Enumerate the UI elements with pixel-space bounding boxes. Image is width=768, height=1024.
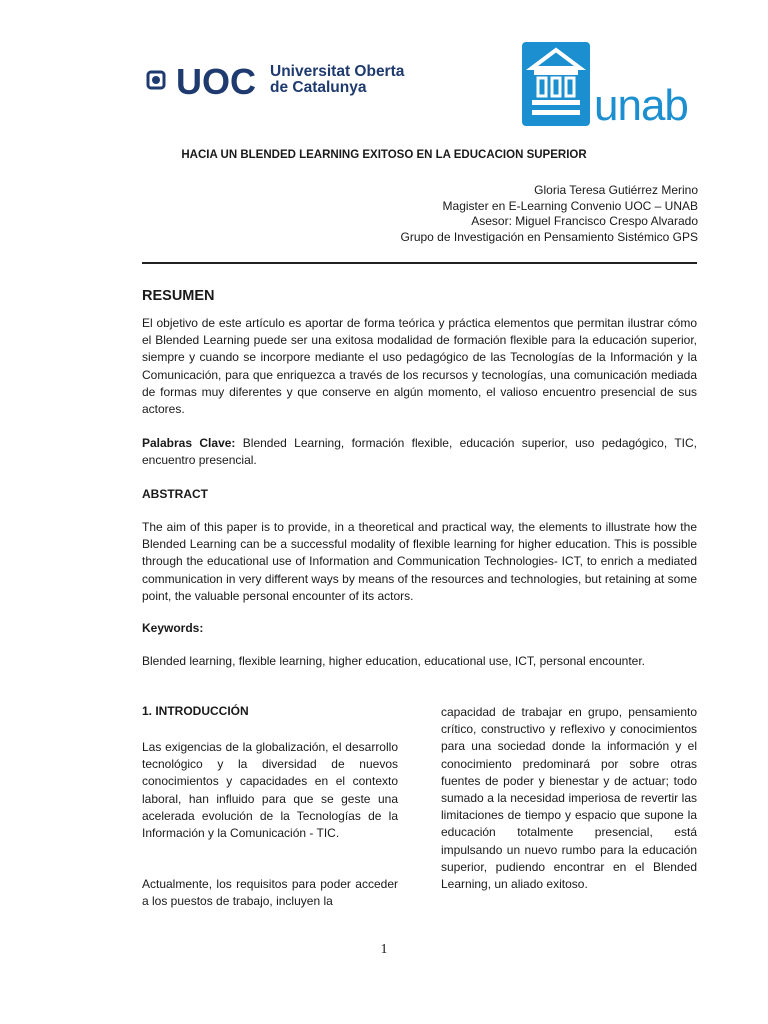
keywords-heading: Keywords: xyxy=(142,621,204,635)
abstract-heading: ABSTRACT xyxy=(142,487,208,501)
uoc-name-line1: Universitat Oberta xyxy=(270,63,405,80)
resumen-heading: RESUMEN xyxy=(142,288,215,304)
author-name: Gloria Teresa Gutiérrez Merino xyxy=(534,183,698,197)
intro-right-paragraph-1: capacidad de trabajar en grupo, pensamiento crítico, constructivo y reflexivo y conocimientos para una sociedad donde la información y el conocimiento predominará por sobre otras fuentes de poder y bienestar y de actuar; todo sumado a la necesidad imperiosa de revertir las limitaciones de tiempo y espacio que supone la educación totalmente presencial, está impulsando un nuevo rumbo para la educación superior, pudiendo encontrar en el Blended Learning, un aliado exitoso. xyxy=(441,705,697,892)
palabras-clave xyxy=(142,435,697,469)
page-number: 1 xyxy=(380,942,388,957)
palabras-clave-text: Blended Learning, formación flexible, educación superior, uso pedagógico, TIC, encuentro presencial. xyxy=(142,436,697,468)
header-divider xyxy=(142,262,697,264)
palabras-clave-label: Palabras Clave: xyxy=(142,436,236,450)
intro-left-paragraph-1: Las exigencias de la globalización, el desarrollo tecnológico y la diversidad de nuevos conocimientos y capacidades en el contexto laboral, han influido para que se geste una acelerada evolución de la Tecnologías de la Información y la Comunicación - TIC. xyxy=(142,740,398,841)
author-degree: Magister en E-Learning Convenio UOC – UNAB xyxy=(442,198,698,213)
uoc-name xyxy=(270,64,404,96)
resumen-body: El objetivo de este artículo es aportar de forma teórica y práctica elementos que permitan ilustrar cómo el Blended Learning puede ser una exitosa modalidad de formación flexible para la educación superior, siempre y cuando se incorpore mediante el uso pedagógico de las Tecnologías de la Información y la Comunicación, para que enriquezca a través de los recursos y tecnologías, una comunicación mediada de formas muy diferentes y que conserve en algún momento, el valioso encuentro presencial de sus actores. xyxy=(142,316,697,417)
unab-building-icon xyxy=(522,42,590,126)
intro-left-paragraph-2: Actualmente, los requisitos para poder acceder a los puestos de trabajo, incluyen la xyxy=(142,877,398,909)
uoc-logo xyxy=(146,60,404,100)
uoc-abbr: UOC xyxy=(176,61,256,100)
author-group: Grupo de Investigación en Pensamiento Sistémico GPS xyxy=(400,229,698,244)
intro-heading: 1. INTRODUCCIÓN xyxy=(142,704,249,718)
author-advisor: Asesor: Miguel Francisco Crespo Alvarado xyxy=(471,214,698,228)
unab-logo xyxy=(522,42,688,130)
paper-title: HACIA UN BLENDED LEARNING EXITOSO EN LA EDUCACION SUPERIOR xyxy=(181,149,587,161)
unab-word: unab xyxy=(594,81,688,130)
uoc-mark-icon xyxy=(146,60,258,100)
keywords-text: Blended learning, flexible learning, higher education, educational use, ICT, personal encounter. xyxy=(142,654,646,668)
uoc-name-line2: de Catalunya xyxy=(270,79,367,96)
abstract-body: The aim of this paper is to provide, in a theoretical and practical way, the elements to illustrate how the Blended Learning can be a successful modality of flexible learning for higher education. This is possible through the educational use of Information and Communication Technologies- ICT, to enrich a mediated communication in very different ways by means of the resources and technologies, but retaining at some point, the valuable personal encounter of its actors. xyxy=(142,520,697,603)
author-block xyxy=(401,183,699,245)
